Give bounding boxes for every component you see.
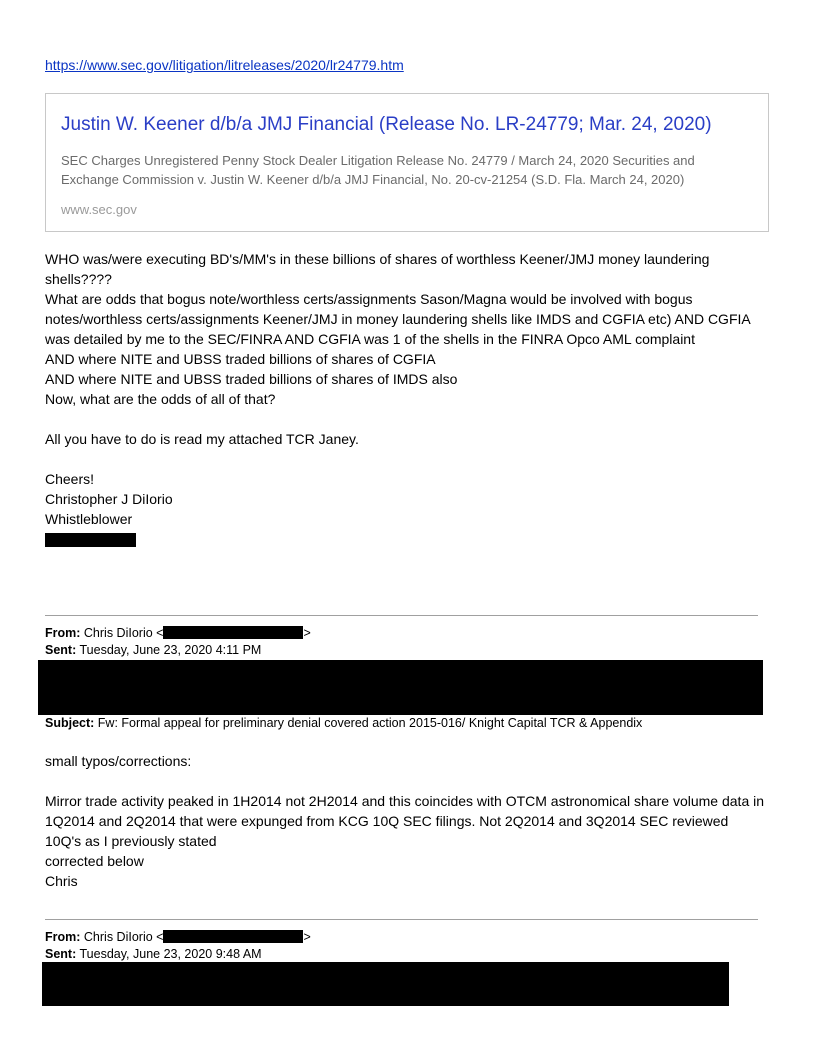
- sent-value: Tuesday, June 23, 2020 9:48 AM: [79, 947, 262, 961]
- message-line: AND where NITE and UBSS traded billions of shares of CGFIA: [45, 351, 436, 367]
- message-line: What are odds that bogus note/worthless certs/assignments Sason/Magna would be involved with bogus notes/worthless certs/assignments Keener/JMJ in money laundering shells like IMDS and CGFIA etc) AND CGFIA was detailed by me to the SEC/FINRA AND CGFIA was 1 of the shells in the FINRA Opco AML complaint: [45, 291, 750, 347]
- preview-title[interactable]: Justin W. Keener d/b/a JMJ Financial (Release No. LR-24779; Mar. 24, 2020): [61, 114, 712, 135]
- divider: [45, 919, 758, 920]
- email1-sent: [45, 642, 261, 659]
- email2-from: [45, 929, 311, 946]
- email1-subject: [45, 715, 642, 732]
- message-line: AND where NITE and UBSS traded billions of shares of IMDS also: [45, 371, 458, 387]
- from-label: From:: [45, 930, 81, 944]
- message-line: [45, 771, 765, 791]
- sent-label: Sent:: [45, 643, 77, 657]
- from-name: Chris DiIorio <: [83, 930, 164, 944]
- from-close: >: [303, 626, 311, 640]
- subject-label: Subject:: [45, 716, 95, 730]
- message-line: Christopher J DiIorio: [45, 491, 173, 507]
- sent-value: Tuesday, June 23, 2020 4:11 PM: [79, 643, 262, 657]
- subject-value: Fw: Formal appeal for preliminary denial covered action 2015-016/ Knight Capital TCR & Appendix: [97, 716, 643, 730]
- message-line: [45, 449, 760, 469]
- email1-body: [45, 751, 765, 891]
- divider: [45, 615, 758, 616]
- message-line: small typos/corrections:: [45, 753, 192, 769]
- message-line: Chris: [45, 873, 78, 889]
- redaction-block: [163, 626, 303, 639]
- message-line: Cheers!: [45, 471, 95, 487]
- from-name: Chris DiIorio <: [83, 626, 164, 640]
- email2-sent: [45, 946, 262, 963]
- sent-label: Sent:: [45, 947, 77, 961]
- preview-domain: www.sec.gov: [61, 202, 137, 217]
- email1-from: [45, 625, 311, 642]
- link-preview-card[interactable]: [45, 93, 769, 232]
- redaction-block: [163, 930, 303, 943]
- message-line: [45, 409, 760, 429]
- message-line: All you have to do is read my attached TCR Janey.: [45, 431, 359, 447]
- message-line: Now, what are the odds of all of that?: [45, 391, 276, 407]
- from-label: From:: [45, 626, 81, 640]
- redaction-block: [45, 533, 136, 547]
- message-line: Whistleblower: [45, 511, 133, 527]
- message-line: WHO was/were executing BD's/MM's in these billions of shares of worthless Keener/JMJ money laundering shells????: [45, 251, 710, 287]
- sec-release-link[interactable]: https://www.sec.gov/litigation/litreleases/2020/lr24779.htm: [45, 57, 404, 73]
- redaction-block: [42, 962, 729, 1006]
- preview-description: SEC Charges Unregistered Penny Stock Dealer Litigation Release No. 24779 / March 24, 2020 Securities and Exchange Commission v. Justin W. Keener d/b/a JMJ Financial, No. 20-cv-21254 (S.D. Fla. March 24, 2020): [61, 153, 695, 187]
- message-line: corrected below: [45, 853, 144, 869]
- redaction-block: [38, 660, 763, 715]
- message-line: Mirror trade activity peaked in 1H2014 not 2H2014 and this coincides with OTCM astronomical share volume data in 1Q2014 and 2Q2014 that were expunged from KCG 10Q SEC filings. Not 2Q2014 and 3Q2014 SEC reviewed 10Q's as I previously stated: [45, 793, 765, 849]
- message-body: [45, 249, 760, 529]
- from-close: >: [303, 930, 311, 944]
